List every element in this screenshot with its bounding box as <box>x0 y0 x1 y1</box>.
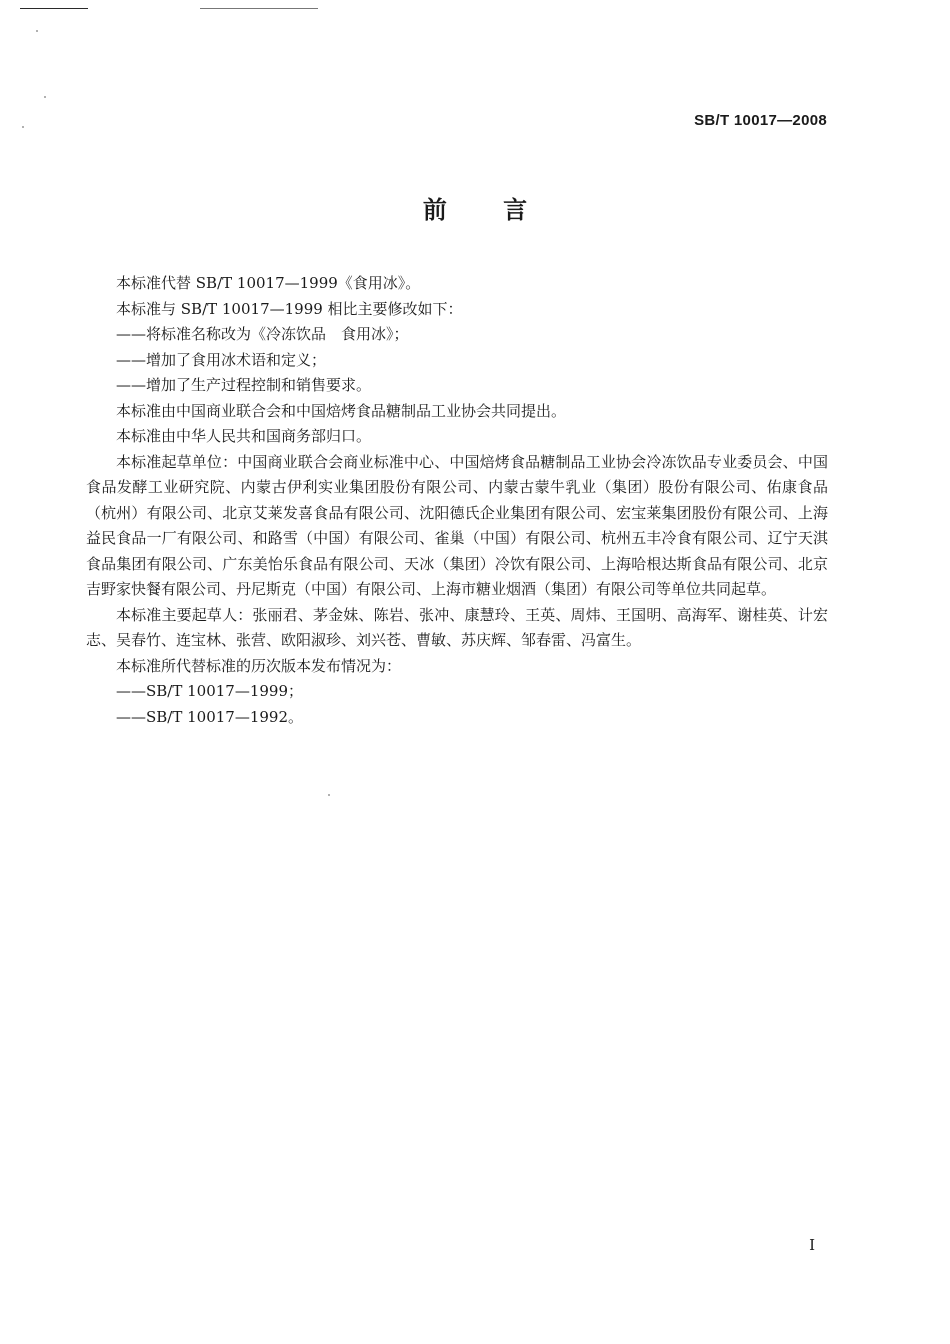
scan-speck <box>36 30 38 32</box>
scan-speck <box>44 96 46 98</box>
paragraph: 本标准由中国商业联合会和中国焙烤食品糖制品工业协会共同提出。 <box>116 401 567 420</box>
page-title: 前 言 <box>422 196 528 224</box>
paragraph: 本标准主要起草人：张丽君、茅金妹、陈岩、张冲、康慧玲、王英、周炜、王国明、高海军、谢桂英、计宏志、吴春竹、连宝林、张营、欧阳淑珍、刘兴苍、曹敏、苏庆辉、邹春雷、冯富生。 <box>86 605 828 649</box>
paragraph: 本标准与 SB/T 10017—1999 相比主要修改如下： <box>116 299 463 318</box>
scan-speck <box>328 794 330 796</box>
paragraph: 本标准所代替标准的历次版本发布情况为： <box>116 656 402 675</box>
paragraph: ——SB/T 10017—1999； <box>116 682 304 700</box>
page-number: I <box>809 1236 815 1254</box>
paragraph: ——增加了生产过程控制和销售要求。 <box>116 376 372 394</box>
paragraph: ——将标准名称改为《冷冻饮品 食用冰》； <box>116 325 409 343</box>
paragraph: ——增加了食用冰术语和定义； <box>116 350 327 369</box>
paragraph: ——SB/T 10017—1992。 <box>116 707 304 726</box>
paragraph: 本标准起草单位：中国商业联合会商业标准中心、中国焙烤食品糖制品工业协会冷冻饮品专业委员会、中国食品发酵工业研究院、内蒙古伊利实业集团股份有限公司、内蒙古蒙牛乳业（集团）股份有限公司、佑康食品（杭州）有限公司、北京艾莱发喜食品有限公司、沈阳德氏企业集团有限公司、宏宝莱集团股份有限公司、上海益民食品一厂有限公司、和路雪（中国）有限公司、雀巢（中国）有限公司、杭州五丰冷食有限公司、辽宁天淇食品集团有限公司、广东美怡乐食品有限公司、天冰（集团）冷饮有限公司、上海哈根达斯食品有限公司、北京吉野家快餐有限公司、丹尼斯克（中国）有限公司、上海市糖业烟酒（集团）有限公司等单位共同起草。 <box>86 452 828 598</box>
paragraph: 本标准代替 SB/T 10017—1999《食用冰》。 <box>116 274 421 292</box>
paragraph: 本标准由中华人民共和国商务部归口。 <box>116 427 372 445</box>
foreword-body <box>86 271 828 730</box>
standard-code: SB/T 10017—2008 <box>694 112 827 129</box>
scan-speck <box>22 126 24 128</box>
scan-edge-line <box>200 8 318 9</box>
scan-edge-line <box>20 8 88 9</box>
